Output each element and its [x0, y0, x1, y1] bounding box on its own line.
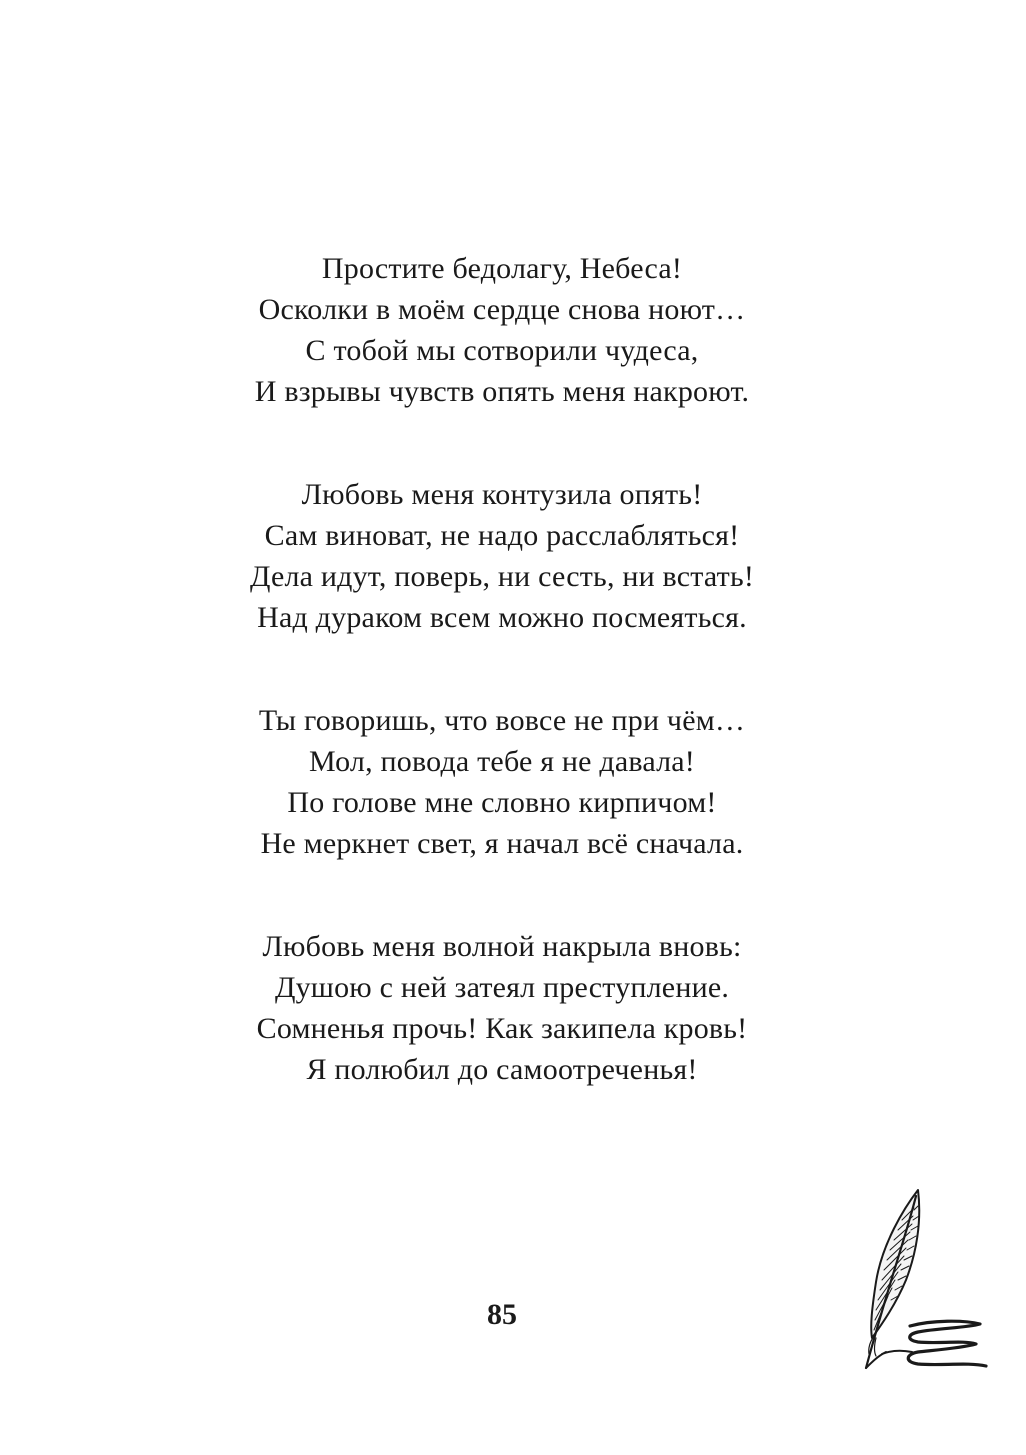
poem-line: Любовь меня волной накрыла вновь: — [262, 930, 742, 963]
poem-line: И взрывы чувств опять меня накроют. — [254, 375, 750, 408]
stanza-4 — [0, 926, 1004, 1090]
poem-line: Не меркнет свет, я начал всё сначала. — [260, 827, 744, 860]
poem-line: С тобой мы сотворили чудеса, — [305, 334, 699, 367]
stanza-3 — [0, 700, 1004, 864]
poem-line: Над дураком всем можно посмеяться. — [257, 601, 747, 634]
poem — [0, 248, 1004, 1090]
poem-line: Я полюбил до самоотреченья! — [306, 1053, 698, 1086]
poem-line: Дела идут, поверь, ни сесть, ни встать! — [249, 560, 755, 593]
poem-line: Простите бедолагу, Небеса! — [321, 252, 683, 285]
stanza-1 — [0, 248, 1004, 412]
stanza-2 — [0, 474, 1004, 638]
poem-line: Любовь меня контузила опять! — [301, 478, 703, 511]
feather-quill-icon — [852, 1186, 992, 1382]
poem-line: Ты говоришь, что вовсе не при чём… — [258, 704, 746, 737]
poem-line: Сомненья прочь! Как закипела кровь! — [256, 1012, 748, 1045]
poem-line: Душою с ней затеял преступление. — [274, 971, 730, 1004]
poem-line: По голове мне словно кирпичом! — [287, 786, 717, 819]
page-number: 85 — [487, 1298, 517, 1331]
poem-line: Осколки в моём сердце снова ноют… — [258, 293, 746, 326]
poem-line: Мол, повода тебе я не давала! — [308, 745, 695, 778]
poem-line: Сам виноват, не надо расслабляться! — [264, 519, 740, 552]
